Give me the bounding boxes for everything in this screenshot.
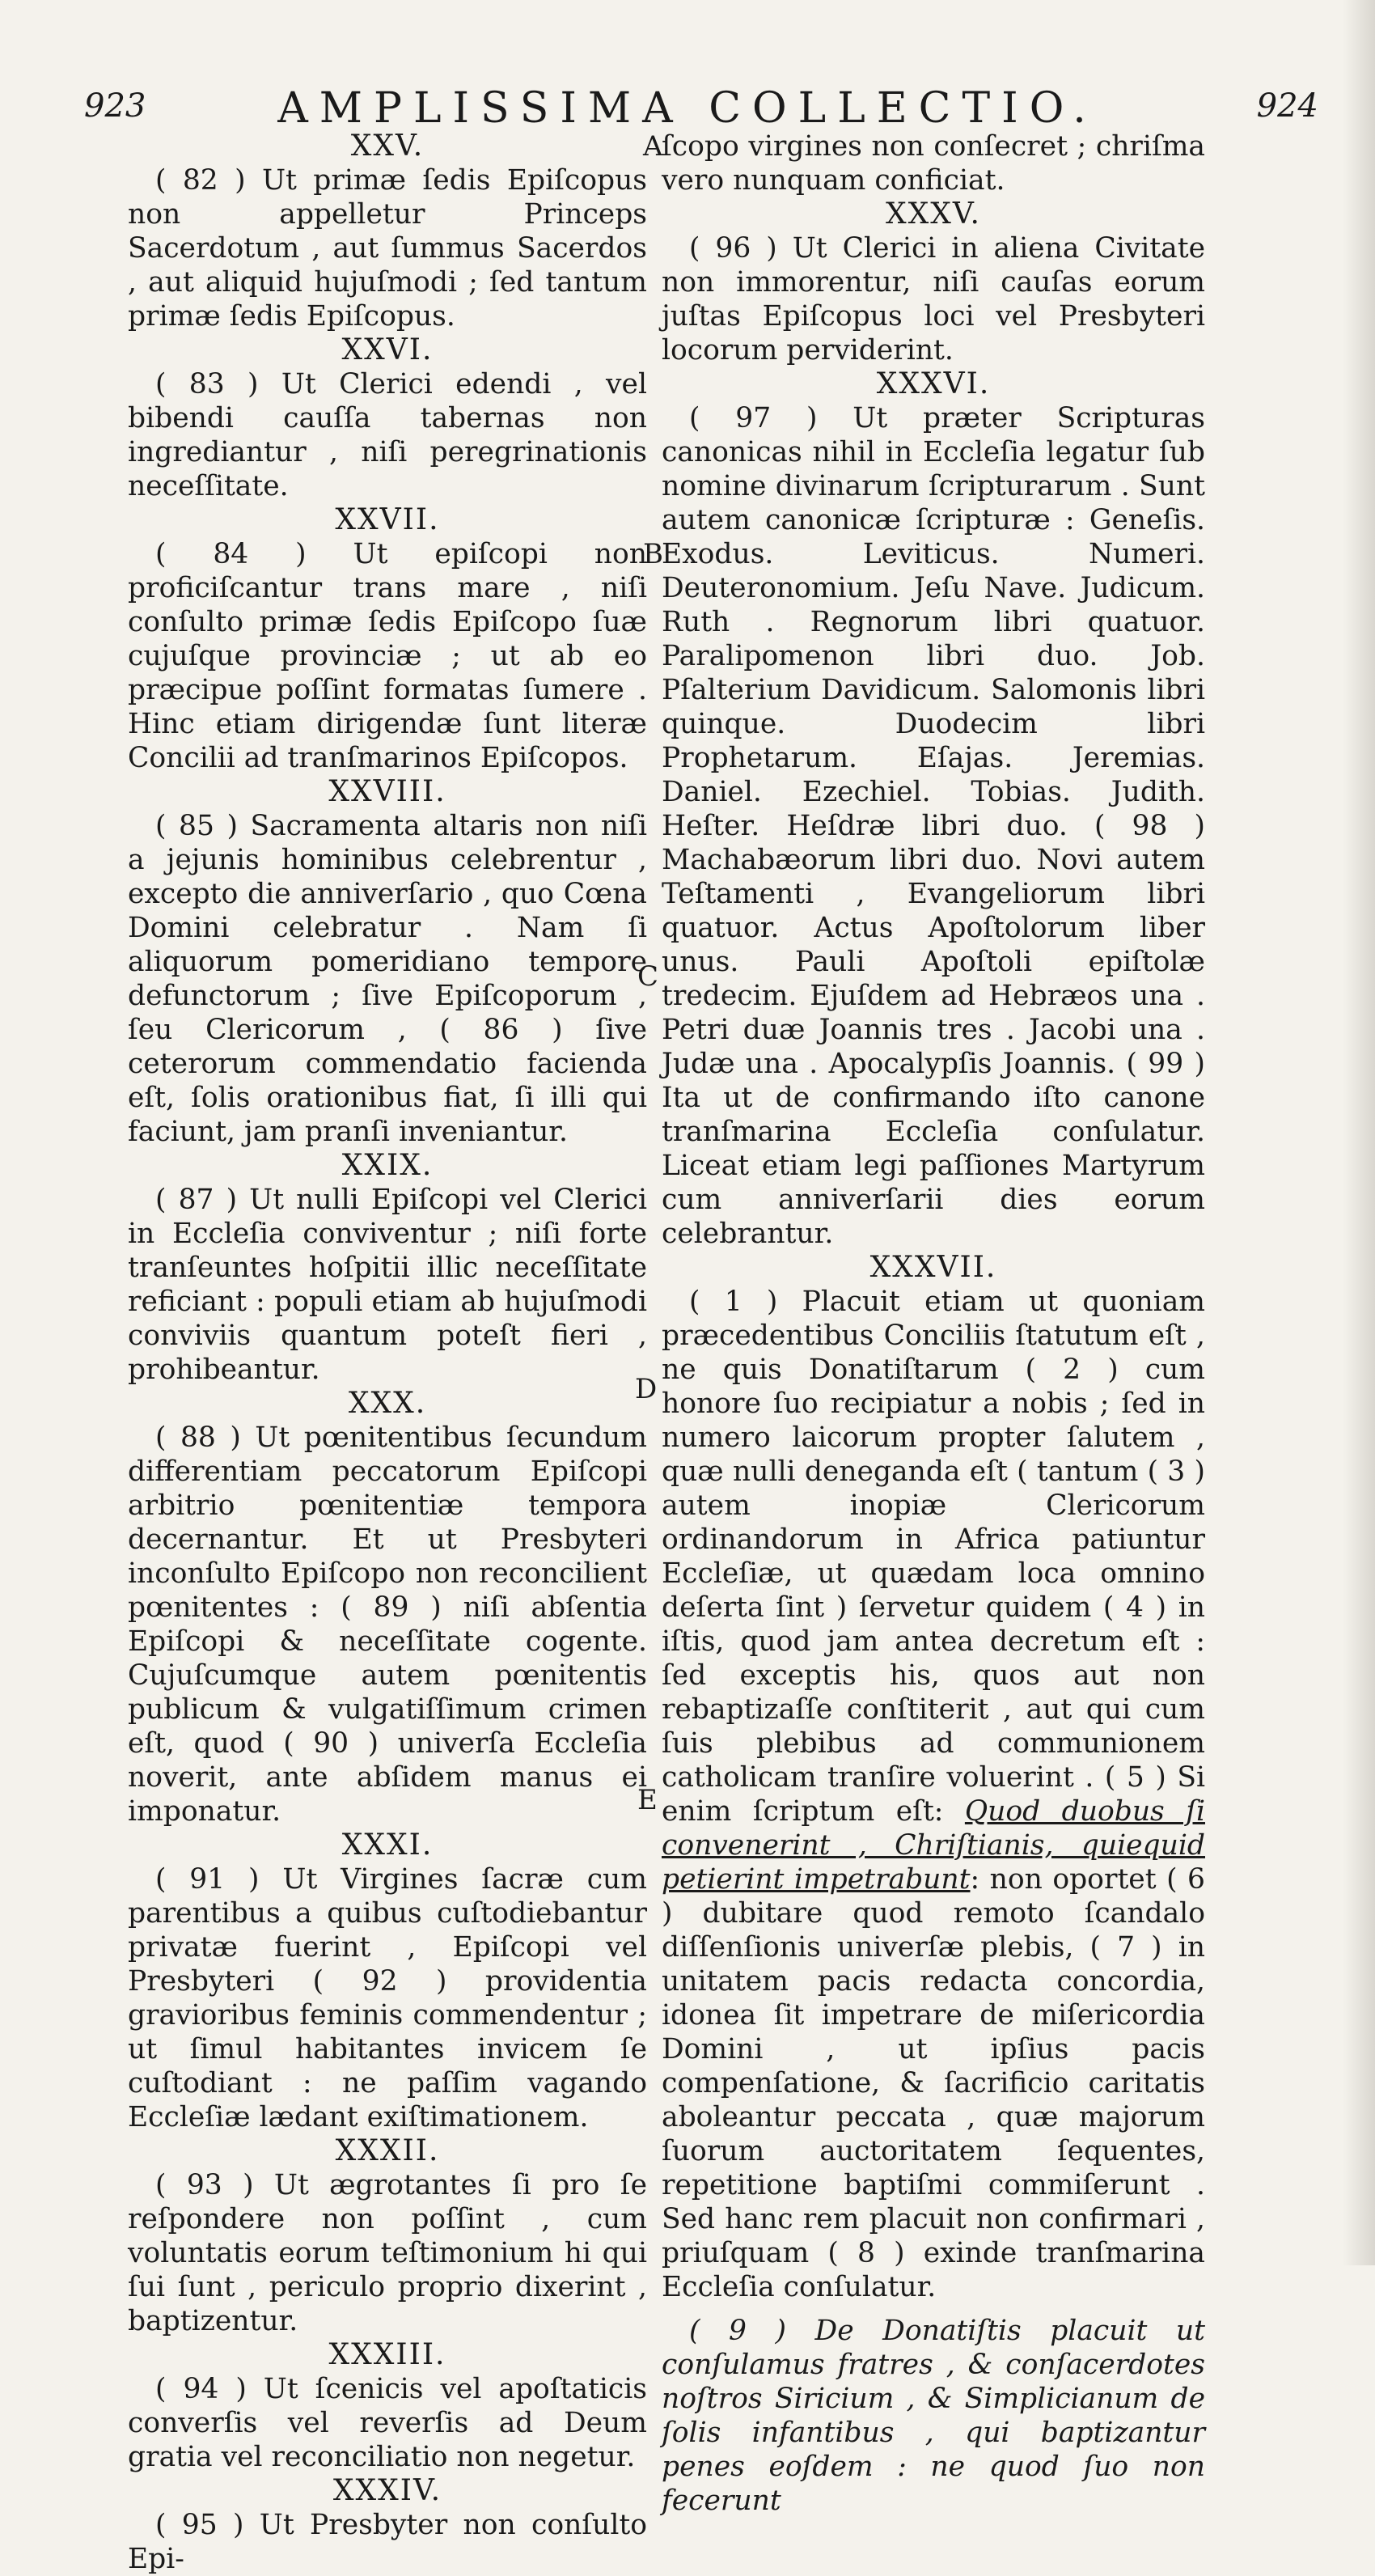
canon-text-part: ( 1 ) Placuit etiam ut quoniam præcedentibus Conciliis ſtatutum eſt , ne quis Donatiſtarum ( 2 ) cum honore ſuo recipiatur a nobis ; ſed in numero laicorum propter ſalutem , quæ nulli deneganda eſt ( tantum ( 3 ) autem inopiæ Clericorum ordinandorum in Africa patiuntur Eccleſiæ, ut quædam loca omnino deſerta ſint ) ſervetur quidem ( 4 ) in iſtis, quod jam antea decretum eſt : ſed exceptis his, quos aut non rebaptizaſſe conſtiterit , aut qui cum ſuis plebibus ad communionem catholicam tranſire voluerint . ( 5 ) Si enim ſcriptum eſt: bbox=[662, 1286, 1205, 1828]
canon-text: ( 97 ) Ut præter Scripturas canonicas nihil in Eccleſia legatur ſub nomine divinarum ſcripturarum . Sunt autem canonicæ ſcripturæ : Geneſis. Exodus. Leviticus. Numeri. Deuteronomium. Jeſu Nave. Judicum. Ruth . Regnorum libri quatuor. Paralipomenon libri duo. Job. Pſalterium Davidicum. Salomonis libri quinque. Duodecim libri Prophetarum. Eſajas. Jeremias. Daniel. Ezechiel. Tobias. Judith. Heſter. Heſdræ libri duo. ( 98 ) Machabæorum libri duo. Novi autem Teſtamenti , Evangeliorum libri quatuor. Actus Apoſtolorum liber unus. Pauli Apoſtoli epiſtolæ tredecim. Ejuſdem ad Hebræos una . Petri duæ Joannis tres . Jacobi una . Judæ una . Apocalypſis Joannis. ( 99 ) Ita ut de confirmando iſto canone tranſmarina Eccleſia conſulatur. Liceat etiam legi paſſiones Martyrum cum anniverſarii dies eorum celebrantur. bbox=[662, 402, 1205, 1250]
canon-heading: XXX. bbox=[348, 1387, 427, 1420]
canon-text-part: : non oportet ( 6 ) dubitare quod remoto ſcandalo diſſenſionis univerſæ plebis, ( 7 ) in unitatem pacis redacta concordia, idonea ſit impetrare de miſericordia Domini , ut ipſius pacis compenſatione, & ſacrificio caritatis aboleantur peccata , quæ majorum ſuorum auctoritatem ſequentes, repetitione baptiſmi commiſerunt . Sed hanc rem placuit non confirmari , priuſquam ( 8 ) exinde tranſmarina Eccleſia conſulatur. bbox=[662, 1863, 1205, 2303]
page-edge-shadow bbox=[1343, 0, 1375, 2265]
right-column bbox=[662, 129, 1205, 2518]
running-title: AMPLISSIMA COLLECTIO. bbox=[277, 84, 1098, 133]
canon-text: ( 93 ) Ut ægrotantes ſi pro ſe reſpondere non poſſint , cum voluntatis eorum teſtimonium hi qui ſui ſunt , periculo proprio dixerint , baptizentur. bbox=[128, 2169, 647, 2337]
canon-heading: XXXII. bbox=[335, 2134, 440, 2167]
footnote-text: ( 9 ) De Donatiſtis placuit ut conſulamus fratres , & conſacerdotes noſtros Siricium , & Simplicianum de ſolis infantibus , qui baptizantur penes eoſdem : ne quod ſuo non fecerunt bbox=[662, 2315, 1205, 2517]
page-number-left: 923 bbox=[84, 87, 146, 125]
canon-text bbox=[662, 1285, 1205, 2304]
canon-text: ( 84 ) Ut epiſcopi non proficiſcantur trans mare , niſi conſulto primæ ſedis Epiſcopo ſuæ cujuſque provinciæ ; ut ab eo præcipue poſſint formatas ſumere . Hinc etiam dirigendæ ſunt literæ Concilii ad tranſmarinos Epiſcopos. bbox=[128, 538, 647, 774]
margin-marker-c: C bbox=[637, 960, 659, 993]
canon-heading: XXXVII. bbox=[869, 1251, 997, 1284]
canon-heading: XXXV. bbox=[885, 197, 982, 231]
margin-marker-a: A bbox=[643, 130, 663, 163]
canon-heading: XXVII. bbox=[335, 503, 440, 536]
scripture-quote: Quod duobus ſi convenerint , Chriſtianis, quiequid petierint impetrabunt bbox=[662, 1795, 1205, 1896]
canon-heading: XXIX. bbox=[341, 1149, 434, 1182]
canon-heading: XXXVI. bbox=[876, 367, 991, 400]
canon-heading: XXXI. bbox=[341, 1828, 434, 1862]
canon-text: ( 94 ) Ut ſcenicis vel apoſtaticis converſis vel reverſis ad Deum gratia vel reconciliatio non negetur. bbox=[128, 2373, 647, 2473]
canon-text: ( 95 ) Ut Presbyter non conſulto Epi- bbox=[128, 2509, 647, 2575]
canon-text: ( 91 ) Ut Virgines ſacræ cum parentibus a quibus cuſtodiebantur privatæ fuerint , Epiſcopi vel Presbyteri ( 92 ) providentia gravioribus feminis commendentur ; ut ſimul habitantes invicem ſe cuſtodiant : ne paſſim vagando Eccleſiæ lædant exiſtimationem. bbox=[128, 1863, 647, 2133]
canon-text: ( 82 ) Ut primæ ſedis Epiſcopus non appelletur Princeps Sacerdotum , aut ſummus Sacerdos , aut aliquid hujuſmodi ; ſed tantum primæ ſedis Epiſcopus. bbox=[128, 164, 647, 333]
spacer bbox=[662, 2304, 1205, 2314]
canon-text-continued: ſcopo virgines non conſecret ; chriſma vero nunquam conficiat. bbox=[662, 130, 1205, 197]
canon-heading: XXVIII. bbox=[328, 775, 446, 808]
canon-heading: XXV. bbox=[350, 129, 425, 163]
left-column bbox=[128, 129, 647, 2576]
canon-heading: XXXIII. bbox=[328, 2338, 446, 2371]
canon-text: ( 96 ) Ut Clerici in aliena Civitate non immorentur, niſi cauſas eorum juſtas Epiſcopus loci vel Presbyteri locorum perviderint. bbox=[662, 232, 1205, 366]
margin-marker-b: B bbox=[643, 538, 663, 570]
canon-text: ( 85 ) Sacramenta altaris non niſi a jejunis hominibus celebrentur , excepto die anniverſario , quo Cœna Domini celebratur . Nam ſi aliquorum pomeridiano tempore defunctorum ; ſive Epiſcoporum , ſeu Clericorum , ( 86 ) ſive ceterorum commendatio facienda eſt, ſolis orationibus fiat, ſi illi qui faciunt, jam pranſi inveniantur. bbox=[128, 810, 647, 1148]
canon-text: ( 83 ) Ut Clerici edendi , vel bibendi cauſſa tabernas non ingrediantur , niſi peregrinationis neceſſitate. bbox=[128, 368, 647, 502]
page-number-right: 924 bbox=[1256, 87, 1318, 125]
margin-marker-d: D bbox=[635, 1373, 658, 1405]
canon-text: ( 88 ) Ut pœnitentibus ſecundum differentiam peccatorum Epiſcopi arbitrio pœnitentiæ tempora decernantur. Et ut Presbyteri inconſulto Epiſcopo non reconcilient pœnitentes : ( 89 ) niſi abſentia Epiſcopi & neceſſitate cogente. Cujuſcumque autem pœnitentis publicum & vulgatiſſimum crimen eſt, quod ( 90 ) univerſa Eccleſia noverit, ante abſidem manus ei imponatur. bbox=[128, 1421, 647, 1828]
margin-marker-e: E bbox=[637, 1784, 658, 1816]
canon-text: ( 87 ) Ut nulli Epiſcopi vel Clerici in Eccleſia conviventur ; niſi forte tranſeuntes hoſpitii illic neceſſitate reficiant : populi etiam ab hujuſmodi conviviis quantum poteſt fieri , prohibeantur. bbox=[128, 1184, 647, 1386]
canon-heading: XXXIV. bbox=[332, 2474, 442, 2507]
canon-heading: XXVI. bbox=[341, 333, 434, 366]
